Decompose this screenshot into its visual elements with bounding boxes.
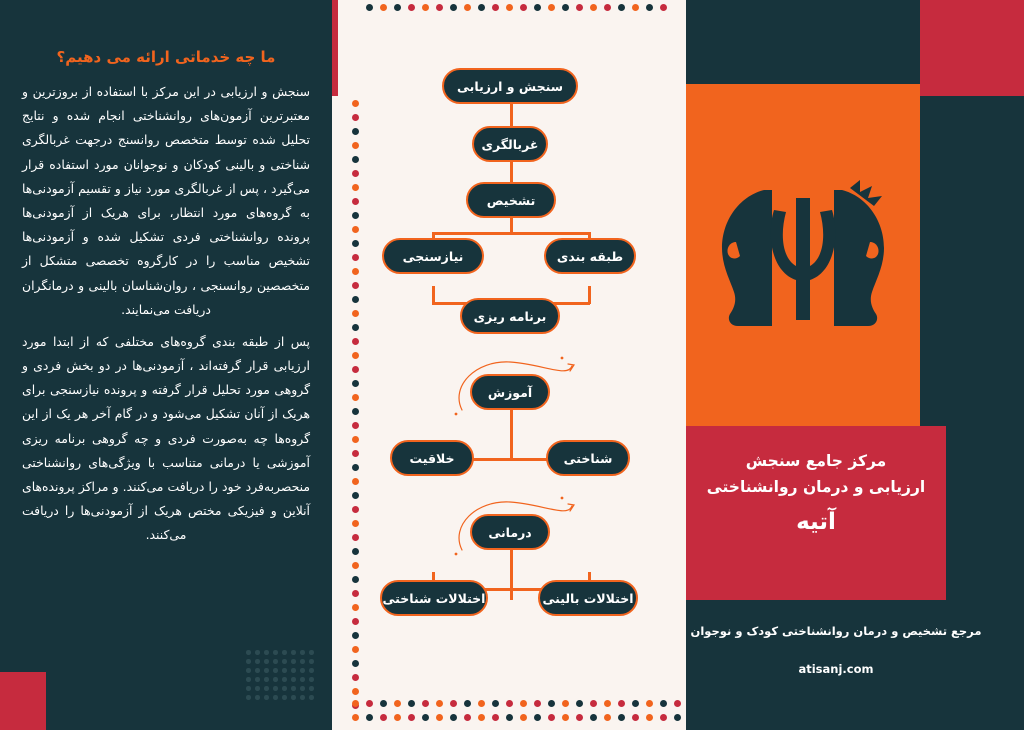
flow-node-clinical-disorders[interactable]: اختلالات بالینی [538, 580, 638, 616]
flow-node-education[interactable]: آموزش [470, 374, 550, 410]
flow-node-creativity[interactable]: خلاقیت [390, 440, 474, 476]
connector-screening-diagnosis [510, 162, 513, 182]
flow-node-classification[interactable]: طبقه بندی [544, 238, 636, 274]
services-paragraph-1: سنجش و ارزیابی در این مرکز با استفاده از بروزترین و معتبرترین آزمون‌های روانشناختی انجام شده و نتایج تحلیل شده توسط متخصص روانسنج درجهت غربالگری شناختی و بالینی کودکان و نوجوانان مورد استفاده قرار می‌گیرد ، پس از غربالگری مورد نیاز و تقسیم آزمودنی‌ها به گروه‌های مورد انتظار، برای هریک از آزمودنی‌ها پرونده روانشناختی فردی تشکیل شده و آزمودنی‌ها تشخیص مناسب را در کارگروه تخصصی متشکل از متخصصین روانسنجی ، روان‌شناسان بالینی و درمانگران دریافت می‌نمایند. [22, 84, 310, 317]
process-flowchart [338, 0, 686, 730]
services-heading: ما چه خدماتی ارائه می دهیم؟ [56, 48, 276, 66]
connector-treatment-down [510, 550, 513, 600]
decorative-red-corner [0, 672, 46, 730]
brand-line-1: مرکز جامع سنجش [745, 452, 887, 470]
brand-line-2: ارزیابی و درمان روانشناختی [706, 478, 926, 497]
brand-title-group [686, 448, 946, 535]
brand-subtitle: مرجع تشخیص و درمان روانشناختی کودک و نوجوان [690, 624, 982, 638]
brand-logo [700, 180, 906, 338]
connector-split-horizontal [432, 232, 590, 235]
connector-diagnosis-split [510, 218, 513, 232]
flow-node-planning[interactable]: برنامه ریزی [460, 298, 560, 334]
flow-node-cognitive-disorders[interactable]: اختلالات شناختی [380, 580, 488, 616]
decorative-dot-grid-left [246, 650, 320, 708]
services-paragraph-2: پس از طبقه بندی گروه‌های مختلفی که از ابتدا مورد ارزیابی قرار گرفته‌اند ، آزمودنی‌ها در دو بخش فردی و گروهی مورد تحلیل قرار گرفته و پرونده نیازسنجی برای هریک از آنان تشکیل می‌شود و در گام آخر هر یک از این گروه‌ها چه به‌صورت فردی و چه گروهی برنامه ریزی آموزشی یا درمانی متناسب با ویژگی‌های روانشناختی منحصربه‌فرد خود را دریافت می‌کنند. و مراکز پرونده‌های آنلاین و فیزیکی مختص هر‌یک از آزمودنی‌ها را دریافت می‌کنند. [22, 333, 310, 543]
flow-node-treatment[interactable]: درمانی [470, 514, 550, 550]
connector-assessment-screening [510, 104, 513, 126]
brand-website[interactable]: atisanj.com [798, 662, 874, 676]
flow-node-needs-assessment[interactable]: نیازسنجی [382, 238, 484, 274]
decorative-red-block-top-right [920, 0, 1024, 96]
left-panel-content [0, 0, 332, 730]
flow-node-screening[interactable]: غربالگری [472, 126, 548, 162]
flow-node-cognitive[interactable]: شناختی [546, 440, 630, 476]
connector-education-down [510, 410, 513, 460]
flow-node-diagnosis[interactable]: تشخیص [466, 182, 556, 218]
brand-name: آتیه [796, 508, 836, 535]
flow-node-assessment[interactable]: سنجش و ارزیابی [442, 68, 578, 104]
left-text-panel [0, 0, 332, 730]
